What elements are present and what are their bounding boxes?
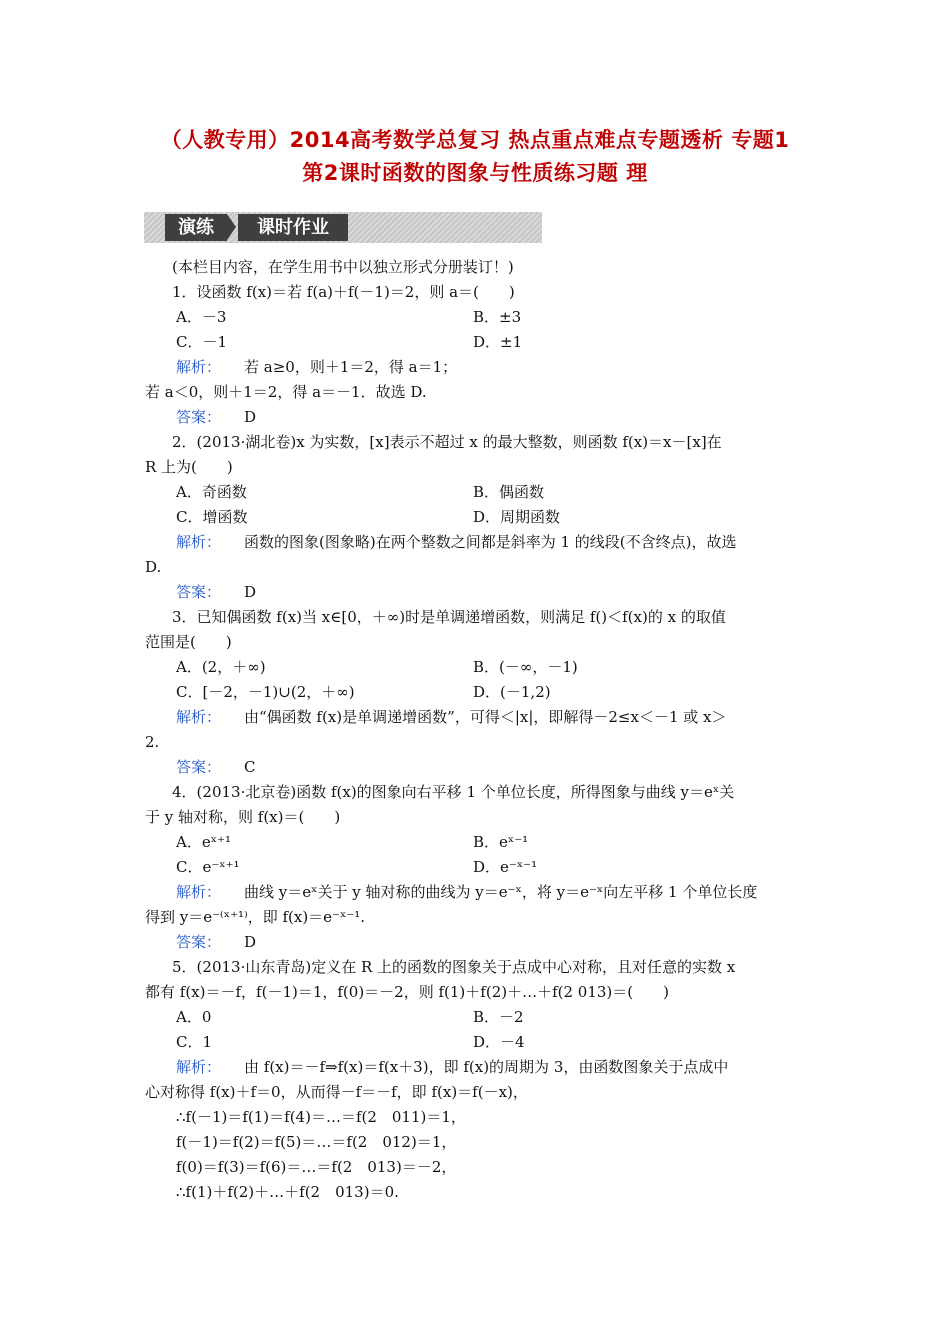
q4-stem-line-2: 于 y 轴对称，则 f(x)＝( ): [145, 808, 341, 826]
q3-stem-line-2: 范围是( ): [145, 633, 232, 651]
q4-answer: D: [244, 933, 257, 951]
q1-answer-label: 答案：: [176, 408, 222, 426]
banner-tag-homework: 课时作业: [238, 214, 348, 241]
q5-stem-line-1: 5．(2013·山东青岛)定义在 R 上的函数的图象关于点成中心对称，且对任意的实数 x: [172, 958, 736, 976]
q2-analysis-label: 解析：: [176, 533, 222, 551]
q4-stem-line-1: 4．(2013·北京卷)函数 f(x)的图象向右平移 1 个单位长度，所得图象与曲线 y＝eˣ关: [172, 783, 735, 801]
q1-analysis-line-2: 若 a＜0，则＋1＝2，得 a＝－1．故选 D.: [145, 383, 427, 401]
q3-option-d: D．(－1,2): [473, 683, 551, 701]
q3-option-a: A．(2，＋∞): [176, 658, 266, 676]
q4-answer-label: 答案：: [176, 933, 222, 951]
intro-note: (本栏目内容，在学生用书中以独立形式分册装订！): [172, 258, 514, 276]
q3-answer: C: [244, 758, 256, 776]
q3-answer-label: 答案：: [176, 758, 222, 776]
q5-analysis-line-1: 由 f(x)＝－f⇒f(x)＝f(x＋3)，即 f(x)的周期为 3，由函数图象关于点成中: [244, 1058, 729, 1076]
q1-option-d: D．±1: [473, 333, 523, 351]
q1-answer: D: [244, 408, 257, 426]
q5-analysis-line-3: ∴f(－1)＝f(1)＝f(4)＝…＝f(2 011)＝1，: [176, 1108, 466, 1126]
q1-option-c: C．－1: [176, 333, 228, 351]
banner-tag-practice: 演练: [165, 214, 227, 241]
q1-analysis-line-1: 若 a≥0，则＋1＝2，得 a＝1；: [244, 358, 458, 376]
q3-option-b: B．(－∞，－1): [473, 658, 578, 676]
q3-analysis-line-1: 由“偶函数 f(x)是单调递增函数”，可得＜|x|，即解得－2≤x＜－1 或 x＞: [244, 708, 727, 726]
q4-analysis-line-1: 曲线 y＝eˣ关于 y 轴对称的曲线为 y＝e⁻ˣ，将 y＝e⁻ˣ向左平移 1 个单位长度: [244, 883, 758, 901]
q5-analysis-line-5: f(0)＝f(3)＝f(6)＝…＝f(2 013)＝－2，: [176, 1158, 457, 1176]
q2-stem-line-1: 2．(2013·湖北卷)x 为实数，[x]表示不超过 x 的最大整数，则函数 f(x)＝x－[x]在: [172, 433, 722, 451]
q2-answer: D: [244, 583, 257, 601]
q3-analysis-line-2: 2.: [145, 733, 160, 751]
q2-answer-label: 答案：: [176, 583, 222, 601]
document-title-line-2: 第2课时函数的图象与性质练习题 理: [302, 161, 648, 185]
q5-option-c: C．1: [176, 1033, 213, 1051]
section-banner: [144, 212, 542, 243]
q2-option-b: B．偶函数: [473, 483, 545, 501]
q3-analysis-label: 解析：: [176, 708, 222, 726]
q2-option-c: C．增函数: [176, 508, 248, 526]
banner-arrow-icon: [227, 214, 236, 240]
q5-analysis-label: 解析：: [176, 1058, 222, 1076]
q3-stem-line-1: 3．已知偶函数 f(x)当 x∈[0，＋∞)时是单调递增函数，则满足 f()＜f(x)的 x 的取值: [172, 608, 726, 626]
q3-option-c: C．[－2，－1)∪(2，＋∞): [176, 683, 355, 701]
q4-option-a: A．eˣ⁺¹: [176, 833, 231, 851]
q5-option-b: B．－2: [473, 1008, 524, 1026]
q4-option-d: D．e⁻ˣ⁻¹: [473, 858, 538, 876]
q1-option-b: B．±3: [473, 308, 522, 326]
q5-analysis-line-6: ∴f(1)＋f(2)＋…＋f(2 013)＝0.: [176, 1183, 399, 1201]
q5-option-d: D．－4: [473, 1033, 525, 1051]
q4-analysis-label: 解析：: [176, 883, 222, 901]
q2-analysis-line-1: 函数的图象(图象略)在两个整数之间都是斜率为 1 的线段(不含终点)，故选: [244, 533, 737, 551]
q2-option-d: D．周期函数: [473, 508, 561, 526]
q5-analysis-line-2: 心对称得 f(x)＋f＝0，从而得－f＝－f，即 f(x)＝f(－x)，: [145, 1083, 528, 1101]
q4-option-c: C．e⁻ˣ⁺¹: [176, 858, 240, 876]
q1-option-a: A．－3: [176, 308, 227, 326]
q5-analysis-line-4: f(－1)＝f(2)＝f(5)＝…＝f(2 012)＝1，: [176, 1133, 457, 1151]
q2-stem-line-2: R 上为( ): [145, 458, 233, 476]
q1-analysis-label: 解析：: [176, 358, 222, 376]
q4-analysis-line-2: 得到 y＝e⁻⁽ˣ⁺¹⁾，即 f(x)＝e⁻ˣ⁻¹.: [145, 908, 366, 926]
q4-option-b: B．eˣ⁻¹: [473, 833, 529, 851]
q5-option-a: A．0: [176, 1008, 212, 1026]
q2-option-a: A．奇函数: [176, 483, 247, 501]
q5-stem-line-2: 都有 f(x)＝－f，f(－1)＝1，f(0)＝－2，则 f(1)＋f(2)＋…＋f(2 013)＝( ): [145, 983, 669, 1001]
q1-stem: 1．设函数 f(x)＝若 f(a)＋f(－1)＝2，则 a＝( ): [172, 283, 515, 301]
q2-analysis-line-2: D.: [145, 558, 162, 576]
document-title-line-1: （人教专用）2014高考数学总复习 热点重点难点专题透析 专题1: [160, 128, 790, 152]
